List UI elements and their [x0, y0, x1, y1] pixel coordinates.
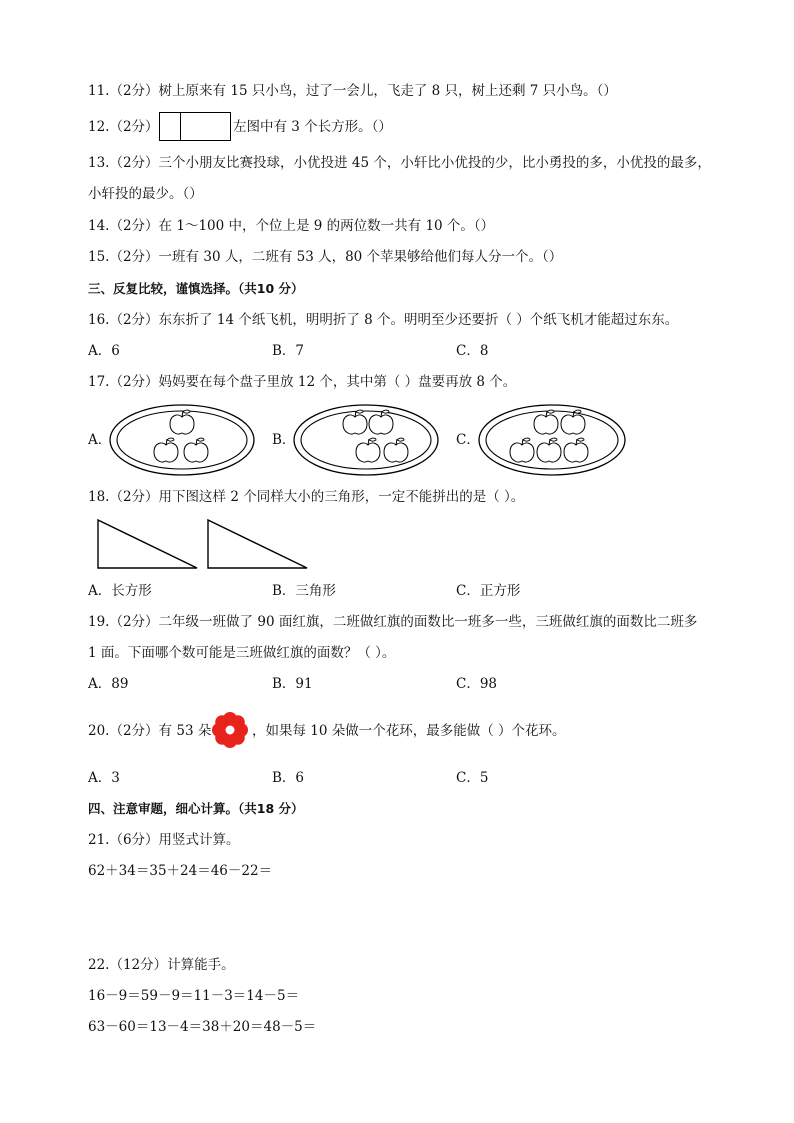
q16-option-b: B．7: [272, 343, 305, 359]
q19-line1: 19.（2分）二年级一班做了 90 面红旗，二班做红旗的面数比一班多一些，三班做红旗的面数比二班多: [88, 614, 698, 630]
q22-line2: 63－60＝13－4＝38＋20＝48－5＝: [88, 1019, 317, 1035]
q21-expression: 62＋34＝35＋24＝46－22＝: [88, 863, 273, 879]
flower-icon: [210, 710, 250, 750]
q17-option-a: A．: [88, 432, 112, 448]
plate-c-image: [477, 403, 627, 477]
apple-icon: [537, 443, 561, 462]
q13-line1: 13.（2分）三个小朋友比赛投球，小优投进 45 个，小轩比小优投的少，比小勇投的多，小优投的最多，: [88, 155, 711, 171]
q19-line2: 1 面。下面哪个数可能是三班做红旗的面数？（ ）。: [88, 645, 396, 661]
plate-a-image: [108, 403, 256, 477]
apple-icon: [343, 415, 367, 434]
q16-option-c: C．8: [456, 343, 489, 359]
q20-prefix: 20.（2分）有 53 朵: [88, 723, 212, 739]
triangles-image: [96, 518, 311, 570]
apple-icon: [356, 443, 380, 462]
q19-option-b: B．91: [272, 676, 313, 692]
q15-text: 15.（2分）一班有 30 人，二班有 53 人，80 个苹果够给他们每人分一个。（）: [88, 249, 563, 265]
apple-icon: [369, 415, 393, 434]
q18-option-a: A．长方形: [88, 583, 152, 599]
apple-icon: [561, 415, 585, 434]
rectangle-figure: [159, 112, 231, 141]
q12-prefix: 12.（2分）: [88, 119, 159, 135]
q20-option-c: C．5: [456, 770, 489, 786]
q18-option-b: B．三角形: [272, 583, 336, 599]
apple-icon: [384, 443, 408, 462]
q18-option-c: C．正方形: [456, 583, 521, 599]
apple-icon: [534, 415, 558, 434]
q17-option-b: B．: [272, 432, 296, 448]
q21-text: 21.（6分）用竖式计算。: [88, 832, 240, 848]
apple-icon: [170, 415, 194, 434]
apple-icon: [564, 443, 588, 462]
q20-option-b: B．6: [272, 770, 305, 786]
apple-icon: [510, 443, 534, 462]
q14-text: 14.（2分）在 1～100 中，个位上是 9 的两位数一共有 10 个。（）: [88, 218, 495, 234]
section-3-heading: 三、反复比较，谨慎选择。（共10 分）: [88, 281, 304, 296]
apple-icon: [154, 443, 178, 462]
q13-line2: 小轩投的最少。（）: [88, 186, 203, 202]
q16-text: 16.（2分）东东折了 14 个纸飞机，明明折了 8 个。明明至少还要折（ ）个纸飞机才能超过东东。: [88, 312, 679, 328]
q22-text: 22.（12分）计算能手。: [88, 957, 235, 973]
q18-text: 18.（2分）用下图这样 2 个同样大小的三角形，一定不能拼出的是（ ）。: [88, 489, 525, 505]
q16-option-a: A．6: [88, 343, 120, 359]
q11-text: 11.（2分）树上原来有 15 只小鸟，过了一会儿，飞走了 8 只，树上还剩 7 只小鸟。（）: [88, 83, 617, 99]
section-4-heading: 四、注意审题，细心计算。（共18 分）: [88, 801, 304, 816]
q17-text: 17.（2分）妈妈要在每个盘子里放 12 个，其中第（ ）盘要再放 8 个。: [88, 374, 517, 390]
q19-option-c: C．98: [456, 676, 498, 692]
triangle-1: [98, 520, 197, 568]
q22-line1: 16－9＝59－9＝11－3＝14－5＝: [88, 988, 300, 1004]
apple-icon: [184, 443, 208, 462]
triangle-2: [208, 520, 307, 568]
q20-suffix: ，如果每 10 朵做一个花环，最多能做（ ）个花环。: [252, 723, 566, 739]
q12-suffix: 左图中有 3 个长方形。（）: [233, 119, 392, 135]
q20-option-a: A．3: [88, 770, 120, 786]
q19-option-a: A．89: [88, 676, 129, 692]
q17-option-c: C．: [456, 432, 480, 448]
plate-b-image: [292, 403, 440, 477]
